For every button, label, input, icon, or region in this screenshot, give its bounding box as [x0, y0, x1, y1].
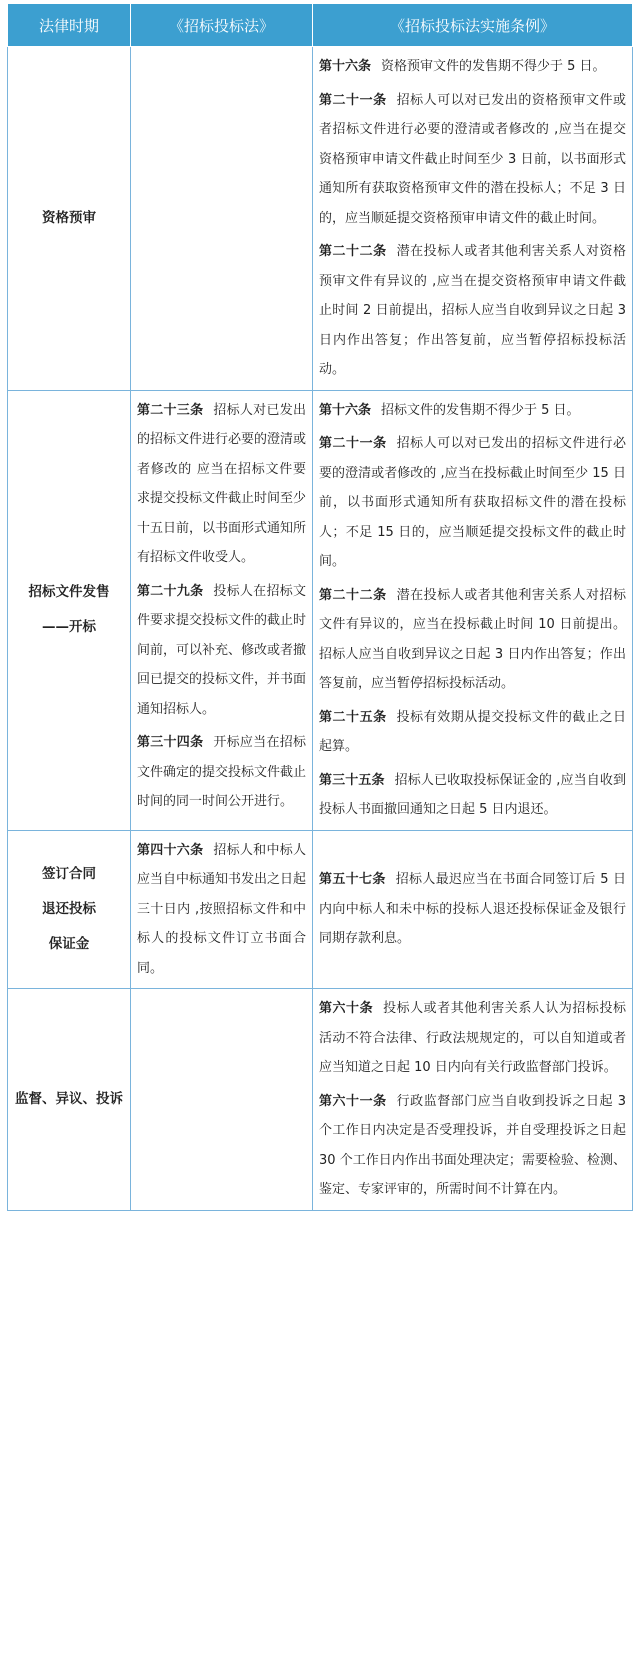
law-comparison-table — [7, 3, 633, 1211]
regulation-cell — [313, 830, 633, 989]
article-number: 第六十条 — [319, 1001, 374, 1016]
article-number: 第三十四条 — [137, 735, 204, 750]
article-text: 招标人已收取投标保证金的 ,应当自收到投标人书面撤回通知之日起 5 日内退还。 — [319, 772, 626, 817]
header-law: 《招标投标法》 — [131, 4, 313, 47]
article-text: 招标人可以对已发出的资格预审文件或者招标文件进行必要的澄清或者修改的 ,应当在提交资格预审申请文件截止时间至少 3 日前，以书面形式通知所有获取资格预审文件的潜在投标人；不足 3 日的，应当顺延提交资格预审申请文件的截止时间。 — [319, 92, 626, 226]
article-text: 投标有效期从提交投标文件的截止之日起算。 — [319, 709, 626, 754]
article — [319, 237, 626, 385]
article — [319, 52, 626, 82]
article-text: 潜在投标人或者其他利害关系人对招标文件有异议的，应当在投标截止时间 10 日前提出。招标人应当自收到异议之日起 3 日内作出答复；作出答复前，应当暂停招标投标活动。 — [319, 587, 626, 691]
article — [137, 396, 306, 573]
period-label: 招标文件发售 — [28, 584, 110, 600]
article-text: 投标人或者其他利害关系人认为招标投标活动不符合法律、行政法规规定的，可以自知道或者应当知道之日起 10 日内向有关行政监督部门投诉。 — [319, 1001, 626, 1075]
table-row — [8, 390, 633, 830]
article — [137, 728, 306, 817]
article-text: 投标人在招标文件要求提交投标文件的截止时间前，可以补充、修改或者撤回已提交的投标文件，并书面通知招标人。 — [137, 583, 307, 717]
article-text: 潜在投标人或者其他利害关系人对资格预审文件有异议的 ,应当在提交资格预审申请文件截止时间 2 日前提出，招标人应当自收到异议之日起 3 日内作出答复；作出答复前，应当暂停招标投标活动。 — [319, 244, 626, 377]
period-label: 监督、异议、投诉 — [15, 1090, 123, 1107]
article — [319, 1087, 626, 1205]
header-period: 法律时期 — [8, 4, 131, 47]
law-cell — [131, 47, 313, 391]
period-cell — [8, 390, 131, 830]
article-number: 第十六条 — [319, 59, 372, 74]
article-text: 行政监督部门应当自收到投诉之日起 3 个工作日内决定是否受理投诉，并自受理投诉之日起 30 个工作日内作出书面处理决定；需要检验、检测、鉴定、专家评审的，所需时间不计算在内。 — [319, 1093, 626, 1197]
law-cell — [131, 390, 313, 830]
table-row — [8, 830, 633, 989]
article-text: 招标人最迟应当在书面合同签订后 5 日内向中标人和未中标的投标人退还投标保证金及银行同期存款利息。 — [319, 872, 626, 946]
article-number: 第四十六条 — [137, 842, 204, 858]
article-text: 招标人对已发出的招标文件进行必要的澄清或者修改的 应当在招标文件要求提交投标文件截止时间至少十五日前，以书面形式通知所有招标文件收受人。 — [137, 402, 307, 565]
regulation-cell — [313, 989, 633, 1211]
article-text: 招标人和中标人应当自中标通知书发出之日起三十日内 ,按照招标文件和中标人的投标文件订立书面合同。 — [137, 842, 307, 976]
law-cell — [131, 989, 313, 1211]
article-text: 招标人可以对已发出的招标文件进行必要的澄清或者修改的 ,应当在投标截止时间至少 15 日前，以书面形式通知所有获取招标文件的潜在投标人；不足 15 日的，应当顺延提交投标文件的截止时间。 — [319, 436, 626, 569]
article — [319, 703, 626, 762]
table-header-row — [8, 4, 633, 47]
article-number: 第二十一条 — [319, 436, 387, 451]
period-cell — [8, 830, 131, 989]
article-number: 第三十五条 — [319, 772, 385, 788]
article-number: 第二十五条 — [319, 709, 387, 725]
article-text: 资格预审文件的发售期不得少于 5 日。 — [381, 59, 606, 74]
article — [319, 994, 626, 1083]
article-number: 第二十九条 — [137, 583, 204, 599]
regulation-cell — [313, 47, 633, 391]
law-cell — [131, 830, 313, 989]
header-regulation: 《招标投标法实施条例》 — [313, 4, 633, 47]
article — [319, 766, 626, 825]
article-text: 招标文件的发售期不得少于 5 日。 — [381, 402, 580, 418]
article-number: 第六十一条 — [319, 1093, 387, 1109]
article — [319, 86, 626, 234]
article-number: 第二十三条 — [137, 402, 204, 418]
table-row — [8, 47, 633, 391]
period-cell — [8, 47, 131, 391]
article — [137, 577, 306, 725]
article — [319, 581, 626, 699]
article-text: 开标应当在招标文件确定的提交投标文件截止时间的同一时间公开进行。 — [137, 735, 307, 809]
article — [137, 836, 306, 984]
article-number: 第二十一条 — [319, 92, 387, 108]
table-row — [8, 989, 633, 1211]
article-number: 第二十二条 — [319, 587, 387, 603]
article — [319, 865, 626, 954]
article-number: 第五十七条 — [319, 872, 386, 887]
period-label: 签订合同 — [42, 865, 96, 882]
period-label: 保证金 — [48, 935, 90, 952]
period-label: 资格预审 — [42, 209, 96, 226]
article-number: 第二十二条 — [319, 244, 387, 259]
article — [319, 429, 626, 577]
period-cell — [8, 989, 131, 1211]
article-number: 第十六条 — [319, 402, 372, 418]
article — [319, 396, 626, 426]
period-label: 退还投标 — [42, 900, 96, 917]
period-label: ——开标 — [42, 619, 96, 635]
regulation-cell — [313, 390, 633, 830]
